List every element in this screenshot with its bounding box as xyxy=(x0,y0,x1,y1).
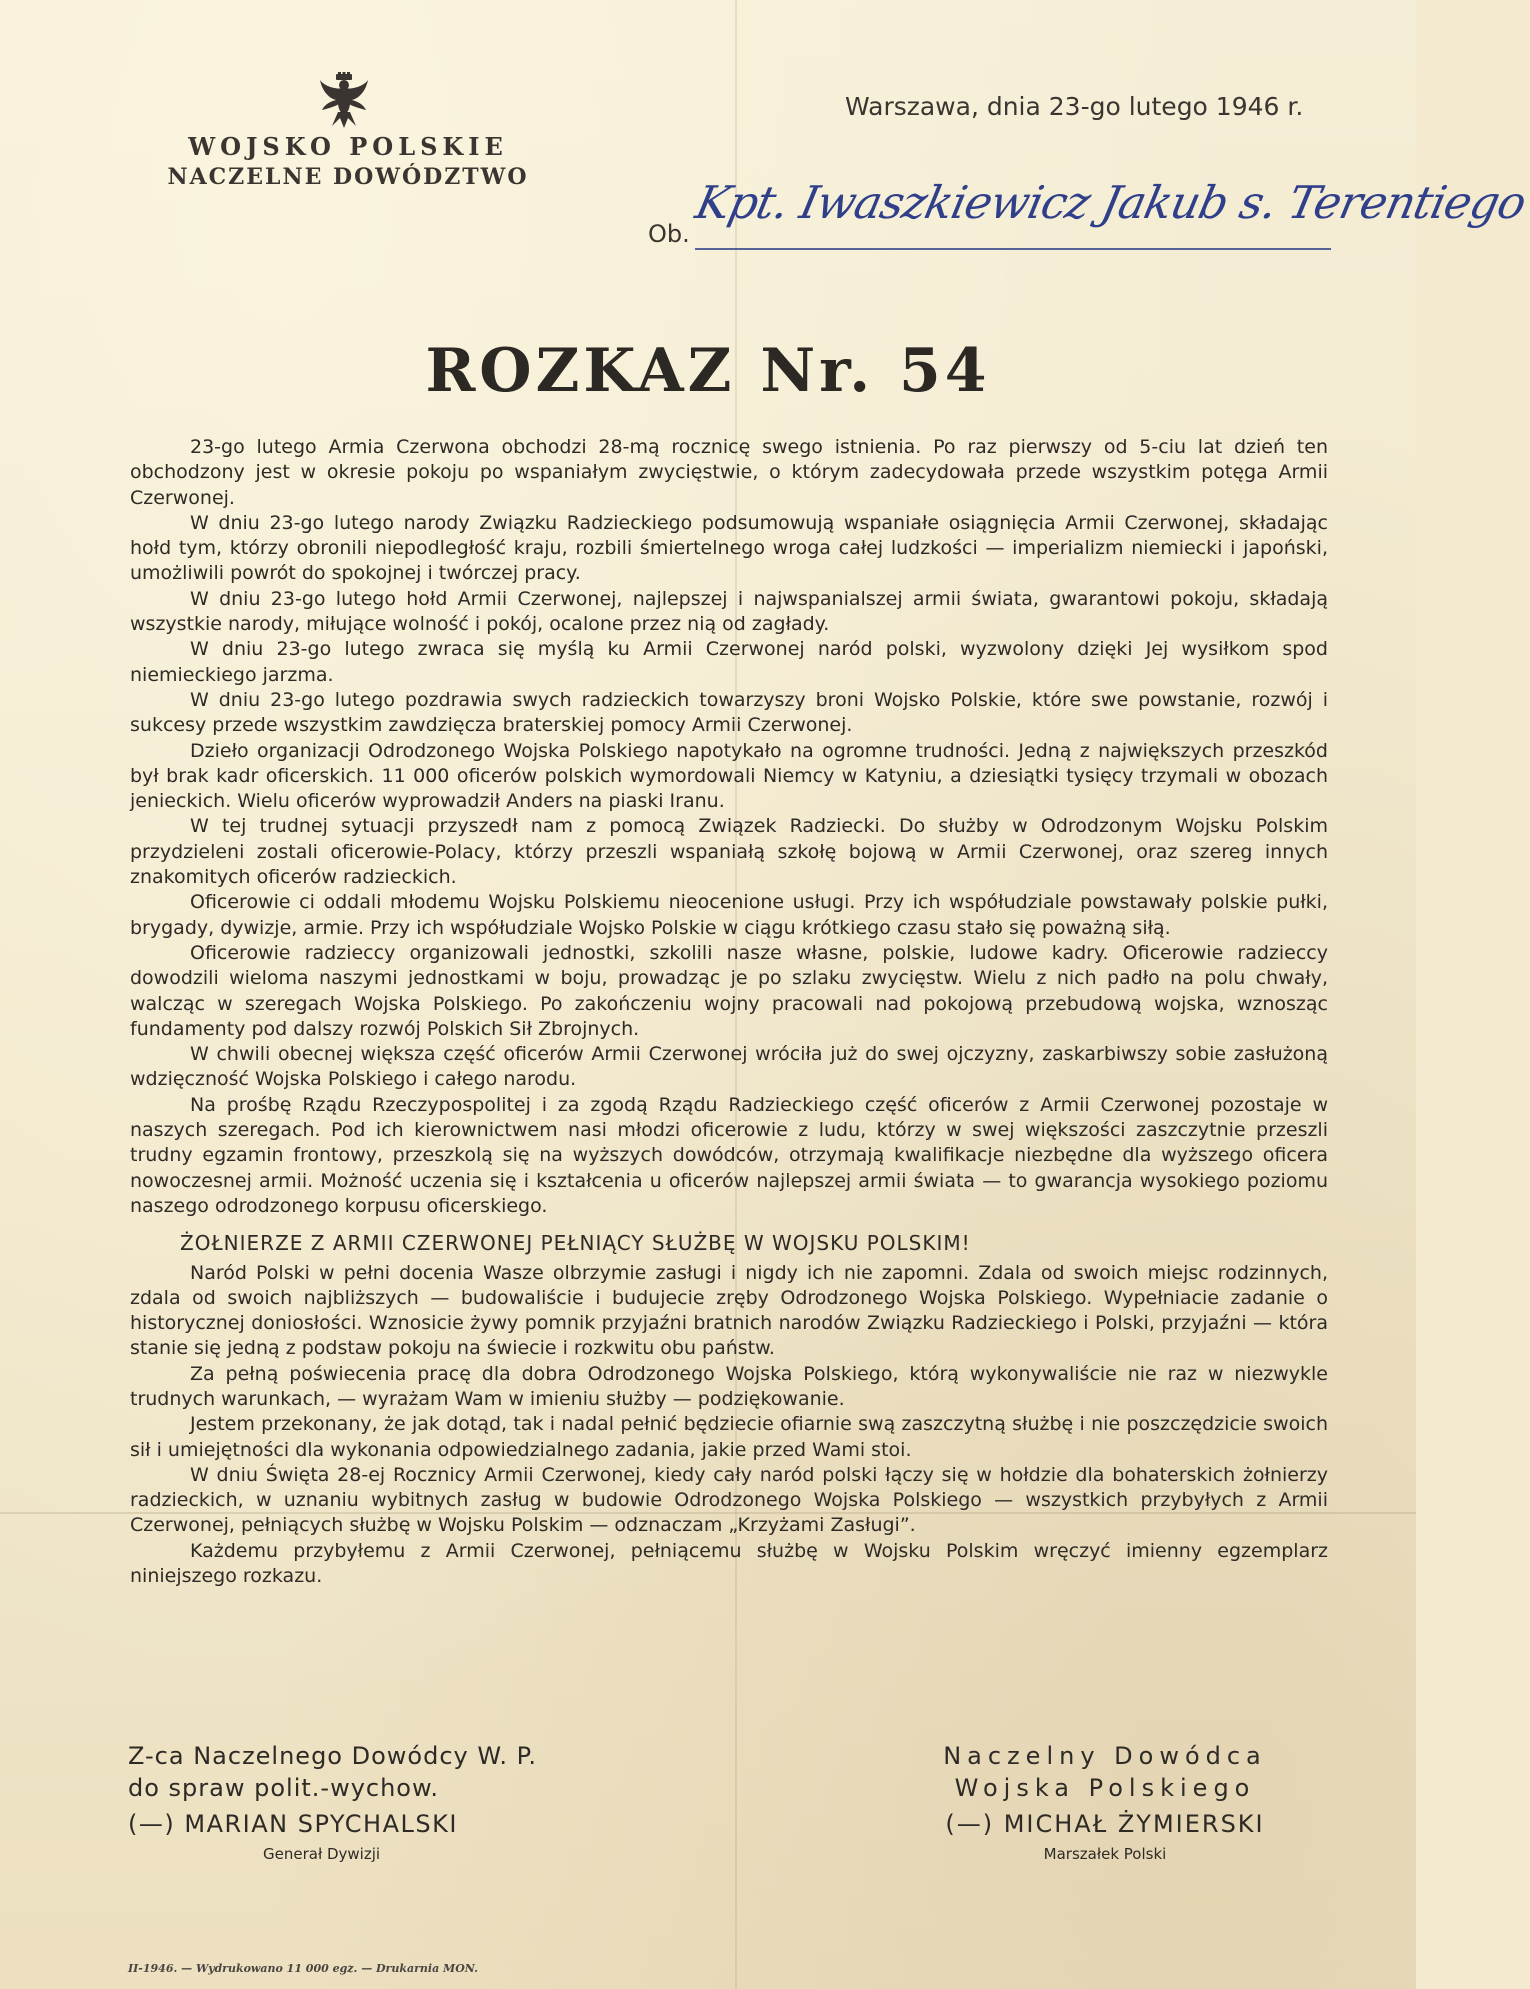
signatory-name: (—) MARIAN SPYCHALSKI xyxy=(128,1810,458,1838)
signatory-title: Wojska Polskiego xyxy=(954,1774,1256,1802)
body-paragraph: Na prośbę Rządu Rzeczypospolitej i za zgodą Rządu Radzieckiego część oficerów z Armii Czerwonej pozostaje w naszych szeregach. Pod ich kierownictwem nasi młodzi oficerowie z ludu, którzy w swej większości zaszczytnie przeszli trudny egzamin frontowy, przeszkolą się na wyższych dowódców, otrzymają kwalifikacje niezbędne dla wyższego oficera nowoczesnej armii. Możność uczenia się i kształcenia u oficerów najlepszej armii świata — to gwarancja wysokiego poziomu naszego odrodzonego korpusu oficerskiego. xyxy=(130,1093,1328,1217)
signatory-title: Naczelny Dowódca xyxy=(943,1742,1267,1770)
signatory-rank: Generał Dywizji xyxy=(263,1845,381,1863)
section-heading: ŻOŁNIERZE Z ARMII CZERWONEJ PEŁNIĄCY SŁUŻBĘ W WOJSKU POLSKIM! xyxy=(180,1231,971,1256)
signature-block-left xyxy=(128,1740,568,1864)
addressee-handwritten-name: Kpt. Iwaszkiewicz Jakub s. Terentiego xyxy=(691,176,1530,229)
printer-imprint: II-1946. — Wydrukowano 11 000 egz. — Drukarnia MON. xyxy=(128,1962,478,1975)
eagle-emblem-icon xyxy=(318,72,370,128)
signatory-name: (—) MICHAŁ ŻYMIERSKI xyxy=(945,1810,1265,1838)
signature-block-right xyxy=(880,1740,1330,1864)
body-paragraph: W dniu 23-go lutego narody Związku Radzieckiego podsumowują wspaniałe osiągnięcia Armii Czerwonej, składając hołd tym, którzy obronili niepodległość kraju, rozbili śmiertelnego wroga całej ludzkości — imperializm niemiecki i japoński, umożliwili powrót do spokojnej i twórczej pracy. xyxy=(130,511,1328,585)
addressee-label: Ob. xyxy=(648,220,690,248)
body-paragraph: Oficerowie radzieccy organizowali jednostki, szkolili nasze własne, polskie, ludowe kadry. Oficerowie radzieccy dowodzili wieloma naszymi jednostkami w boju, prowadząc je po szlaku zwycięstw. Wielu z nich padło na polu chwały, walcząc w szeregach Wojska Polskiego. Po zakończeniu wojny pracowali nad pokojową przebudową wojska, wznosząc fundamenty pod dalszy rozwój Polskich Sił Zbrojnych. xyxy=(130,941,1328,1040)
body-paragraph: W chwili obecnej większa część oficerów Armii Czerwonej wróciła już do swej ojczyzny, zaskarbiwszy sobie zasłużoną wdzięczność Wojska Polskiego i całego narodu. xyxy=(130,1043,1328,1091)
body-paragraph: Każdemu przybyłemu z Armii Czerwonej, pełniącemu służbę w Wojsku Polskim wręczyć imienny egzemplarz niniejszego rozkazu. xyxy=(130,1539,1328,1588)
body-paragraph: W dniu 23-go lutego zwraca się myślą ku Armii Czerwonej naród polski, wyzwolony dzięki Jej wysiłkom spod niemieckiego jarzma. xyxy=(130,638,1328,686)
order-body xyxy=(130,435,1328,1589)
org-subname: NACZELNE DOWÓDZTWO xyxy=(167,164,529,190)
body-paragraph: W dniu 23-go lutego pozdrawia swych radzieckich towarzyszy broni Wojsko Polskie, które swe powstanie, rozwój i sukcesy przede wszystkim zawdzięcza braterskiej pomocy Armii Czerwonej. xyxy=(130,688,1328,737)
body-paragraph: Oficerowie ci oddali młodemu Wojsku Polskiemu nieocenione usługi. Przy ich współudziale powstawały polskie pułki, brygady, dywizje, armie. Przy ich współudziale Wojsko Polskie w ciągu krótkiego czasu stało się poważną siłą. xyxy=(130,891,1328,939)
body-paragraph: W tej trudnej sytuacji przyszedł nam z pomocą Związek Radziecki. Do służby w Odrodzonym Wojsku Polskim przydzieleni zostali oficerowie-Polacy, którzy przeszli wspaniałą szkołę bojową w Armii Czerwonej, oraz szereg innych znakomitych oficerów radzieckich. xyxy=(130,815,1328,889)
body-paragraph: Dzieło organizacji Odrodzonego Wojska Polskiego napotykało na ogromne trudności. Jedną z największych przeszkód był brak kadr oficerskich. 11 000 oficerów polskich wymordowali Niemcy w Katyniu, a dziesiątki tysięcy trzymali w obozach jenieckich. Wielu oficerów wyprowadził Anders na piaski Iranu. xyxy=(130,739,1328,813)
org-name: WOJSKO POLSKIE xyxy=(188,132,508,161)
signatory-title: do spraw polit.-wychow. xyxy=(128,1774,440,1802)
document-title: ROZKAZ Nr. 54 xyxy=(425,336,991,406)
body-paragraph: Za pełną poświecenia pracę dla dobra Odrodzonego Wojska Polskiego, którą wykonywaliście nie raz w niezwykle trudnych warunkach, — wyrażam Wam w imieniu służby — podziękowanie. xyxy=(130,1362,1328,1410)
document-date: Warszawa, dnia 23-go lutego 1946 r. xyxy=(845,92,1304,121)
body-paragraph: 23-go lutego Armia Czerwona obchodzi 28-mą rocznicę swego istnienia. Po raz pierwszy od 5-ciu lat dzień ten obchodzony jest w okresie pokoju po wspaniałym zwycięstwie, o którym zadecydowała przede wszystkim potęga Armii Czerwonej. xyxy=(130,436,1328,509)
body-paragraph: Jestem przekonany, że jak dotąd, tak i nadal pełnić będziecie ofiarnie swą zaszczytną służbę i nie poszczędzicie swoich sił i umiejętności dla wykonania odpowiedzialnego zadania, jakie przed Wami stoi. xyxy=(130,1413,1328,1461)
body-paragraph: W dniu Święta 28-ej Rocznicy Armii Czerwonej, kiedy cały naród polski łączy się w hołdzie dla bohaterskich żołnierzy radzieckich, w uznaniu wybitnych zasług w budowie Odrodzonego Wojska Polskiego — wszystkich przybyłych z Armii Czerwonej, pełniących służbę w Wojsku Polskim — odznaczam „Krzyżami Zasługi”. xyxy=(130,1463,1328,1537)
signatory-rank: Marszałek Polski xyxy=(1043,1845,1167,1863)
addressee-underline xyxy=(695,248,1331,250)
body-paragraph: W dniu 23-go lutego hołd Armii Czerwonej, najlepszej i najwspanialszej armii świata, gwarantowi pokoju, składają wszystkie narody, miłujące wolność i pokój, ocalone przez nią od zagłady. xyxy=(130,587,1328,636)
signatory-title: Z-ca Naczelnego Dowódcy W. P. xyxy=(128,1742,537,1770)
body-paragraph: Naród Polski w pełni docenia Wasze olbrzymie zasługi i nigdy ich nie zapomni. Zdala od swoich miejsc rodzinnych, zdala od swoich najbliższych — budowaliście i budujecie zręby Odrodzonego Wojska Polskiego. Wypełniacie zadanie o historycznej doniosłości. Wznosicie żywy pomnik przyjaźni bratnich narodów Związku Radzieckiego i Polski, przyjaźni — która stanie się jedną z podstaw pokoju na świecie i rozkwitu obu państw. xyxy=(130,1261,1328,1360)
